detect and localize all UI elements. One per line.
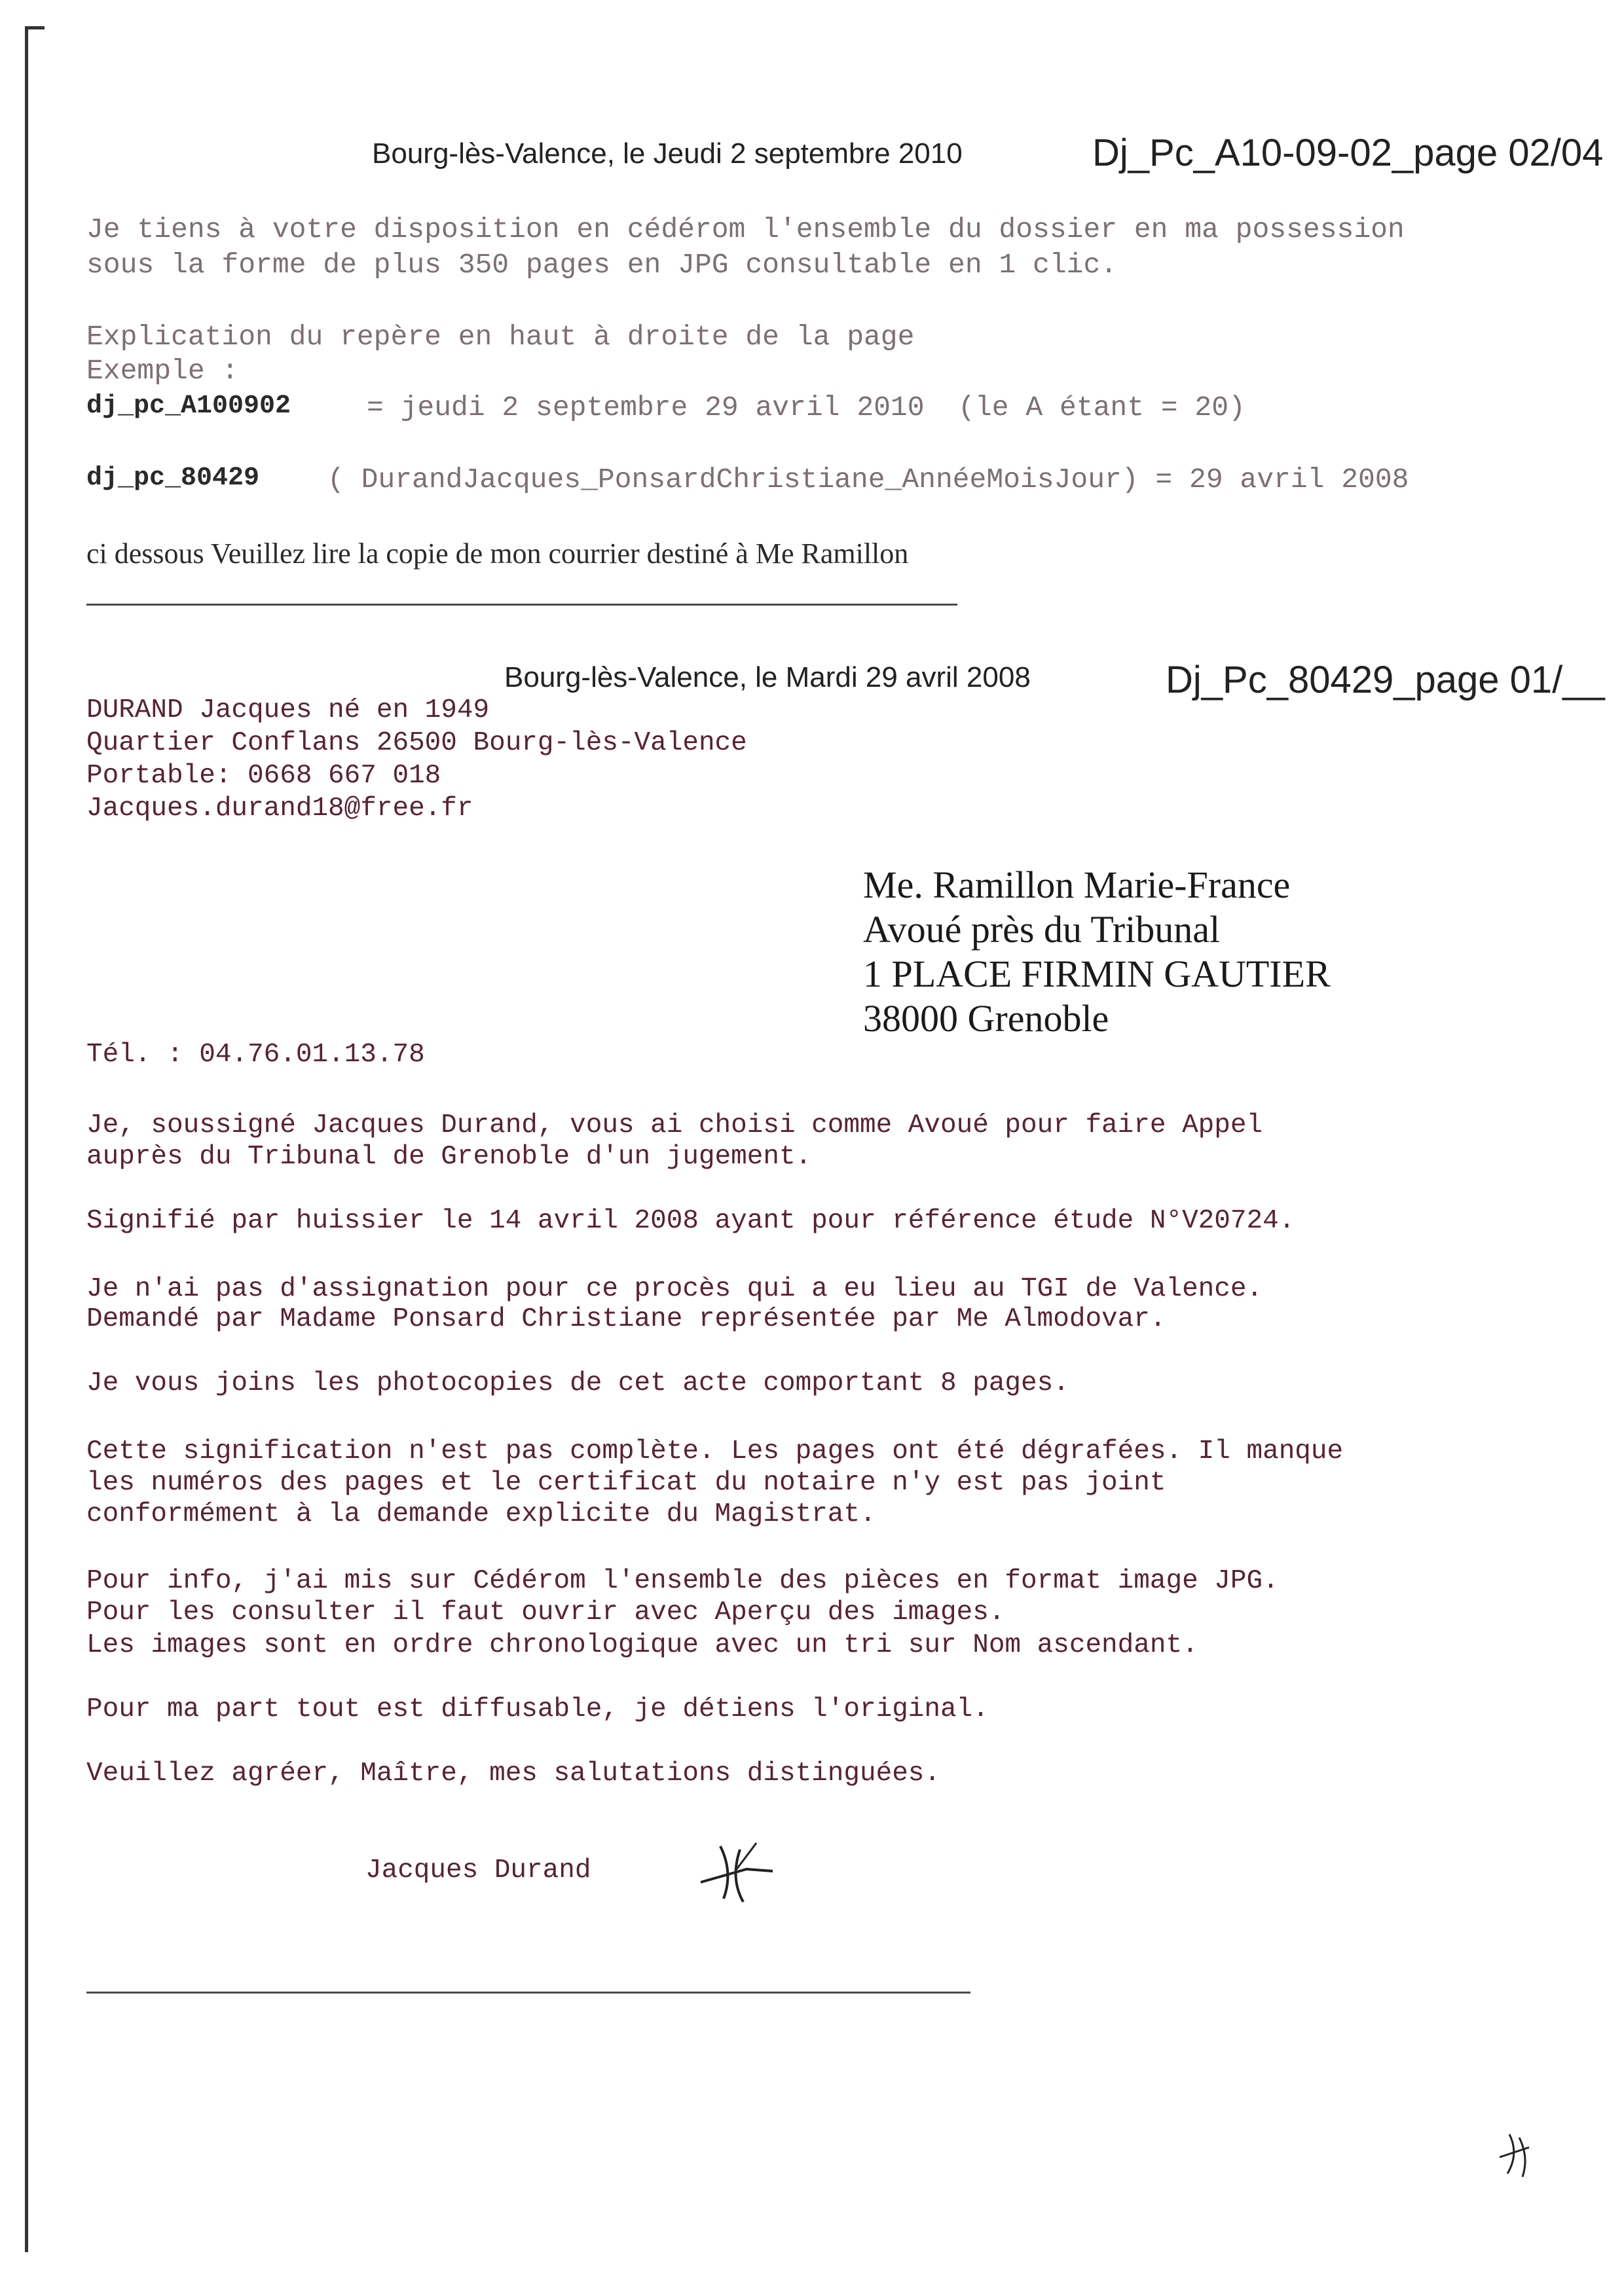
body-line: Pour ma part tout est diffusable, je détiens l'original. [86,1694,989,1724]
example-code: dj_pc_A100902 [86,392,291,421]
copy-note: ci dessous Veuillez lire la copie de mon courrier destiné à Me Ramillon [86,538,909,570]
recipient-line: Avoué près du Tribunal [863,908,1221,951]
page-header-reference: Dj_Pc_A10-09-02_page 02/04 [1092,132,1604,174]
body-line: Je vous joins les photocopies de cet acte comportant 8 pages. [86,1368,1069,1398]
body-line: Je n'ai pas d'assignation pour ce procès qui a eu lieu au TGI de Valence. [86,1274,1263,1304]
left-margin-bar [25,26,28,2252]
divider-rule [86,1992,970,1994]
tel-line: Tél. : 04.76.01.13.78 [86,1040,425,1070]
example-text: ( DurandJacques_PonsardChristiane_AnnéeMoisJour) = 29 avril 2008 [327,464,1409,496]
sender-line: Quartier Conflans 26500 Bourg-lès-Valence [86,728,747,758]
body-line: Cette signification n'est pas complète. Les pages ont été dégrafées. Il manque [86,1436,1344,1467]
body-line: conformément à la demande explicite du Magistrat. [86,1499,876,1529]
body-line: Les images sont en ordre chronologique avec un tri sur Nom ascendant. [86,1630,1198,1660]
intro-line: sous la forme de plus 350 pages en JPG consultable en 1 clic. [86,249,1118,281]
example-code: dj_pc_80429 [86,464,260,493]
sender-line: Portable: 0668 667 018 [86,761,441,791]
intro-line: Je tiens à votre disposition en cédérom l'ensemble du dossier en ma possession [86,213,1405,246]
body-line: Pour info, j'ai mis sur Cédérom l'ensemble des pièces en format image JPG. [86,1566,1279,1596]
divider-rule [86,604,957,606]
page-header-place-date: Bourg-lès-Valence, le Jeudi 2 septembre 2010 [372,137,963,170]
body-line: Pour les consulter il faut ouvrir avec Aperçu des images. [86,1597,1005,1628]
body-line: les numéros des pages et le certificat du notaire n'y est pas joint [86,1468,1166,1498]
initials-mark [1493,2128,1539,2180]
recipient-line: 1 PLACE FIRMIN GAUTIER [863,953,1331,995]
sender-line: Jacques.durand18@free.fr [86,793,473,824]
letter-header-place-date: Bourg-lès-Valence, le Mardi 29 avril 2008 [504,661,1031,693]
body-line: Je, soussigné Jacques Durand, vous ai choisi comme Avoué pour faire Appel [86,1110,1263,1140]
example-text: = jeudi 2 septembre 29 avril 2010 (le A étant = 20) [367,392,1246,424]
body-line: Demandé par Madame Ponsard Christiane représentée par Me Almodovar. [86,1304,1166,1334]
recipient-line: Me. Ramillon Marie-France [863,864,1291,906]
sender-line: DURAND Jacques né en 1949 [86,695,490,725]
body-line: Signifié par huissier le 14 avril 2008 ayant pour référence étude N°V20724. [86,1206,1295,1236]
body-line: Veuillez agréer, Maître, mes salutations distinguées. [86,1758,941,1789]
signature-mark [694,1833,779,1905]
left-margin-bar-cap [25,26,45,29]
explain-title: Explication du repère en haut à droite de la page [86,321,915,353]
signature-name: Jacques Durand [365,1855,591,1886]
body-line: auprès du Tribunal de Grenoble d'un jugement. [86,1142,812,1172]
recipient-line: 38000 Grenoble [863,997,1109,1040]
example-label: Exemple : [86,355,239,387]
letter-header-reference: Dj_Pc_80429_page 01/__ [1166,659,1605,701]
